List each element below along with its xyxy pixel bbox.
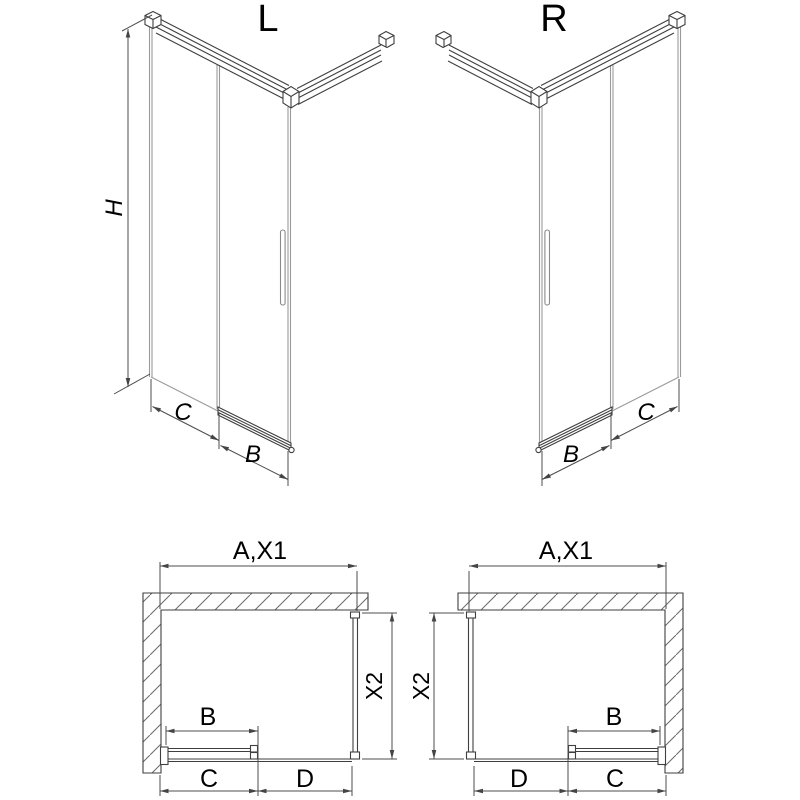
door-dim-label-left-iso: B: [244, 441, 262, 468]
iso-view-left: [95, 0, 415, 500]
depth-label-left-plan: X2: [361, 671, 387, 701]
iso-view-right: [420, 0, 740, 500]
opening-dim-label-right-plan: D: [509, 765, 529, 793]
plan-view-right: [408, 535, 706, 800]
fixed-dim-label-left-iso: C: [174, 399, 192, 426]
depth-label-right-plan: X2: [408, 671, 434, 701]
door-dim-label-left-plan: B: [199, 703, 217, 731]
overall-width-label-left-plan: A,X1: [232, 537, 288, 565]
fixed-dim-label-left-plan: C: [199, 765, 219, 793]
variant-label-right: R: [540, 0, 568, 40]
door-dim-label-right-plan: B: [605, 703, 623, 731]
plan-view-left: [130, 535, 420, 800]
height-dim-label: H: [101, 199, 128, 217]
variant-label-left: L: [257, 0, 279, 40]
overall-width-label-right-plan: A,X1: [538, 537, 594, 565]
door-dim-label-right-iso: B: [562, 441, 580, 468]
fixed-dim-label-right-plan: C: [605, 765, 625, 793]
fixed-dim-label-right-iso: C: [637, 399, 655, 426]
opening-dim-label-left-plan: D: [295, 765, 315, 793]
